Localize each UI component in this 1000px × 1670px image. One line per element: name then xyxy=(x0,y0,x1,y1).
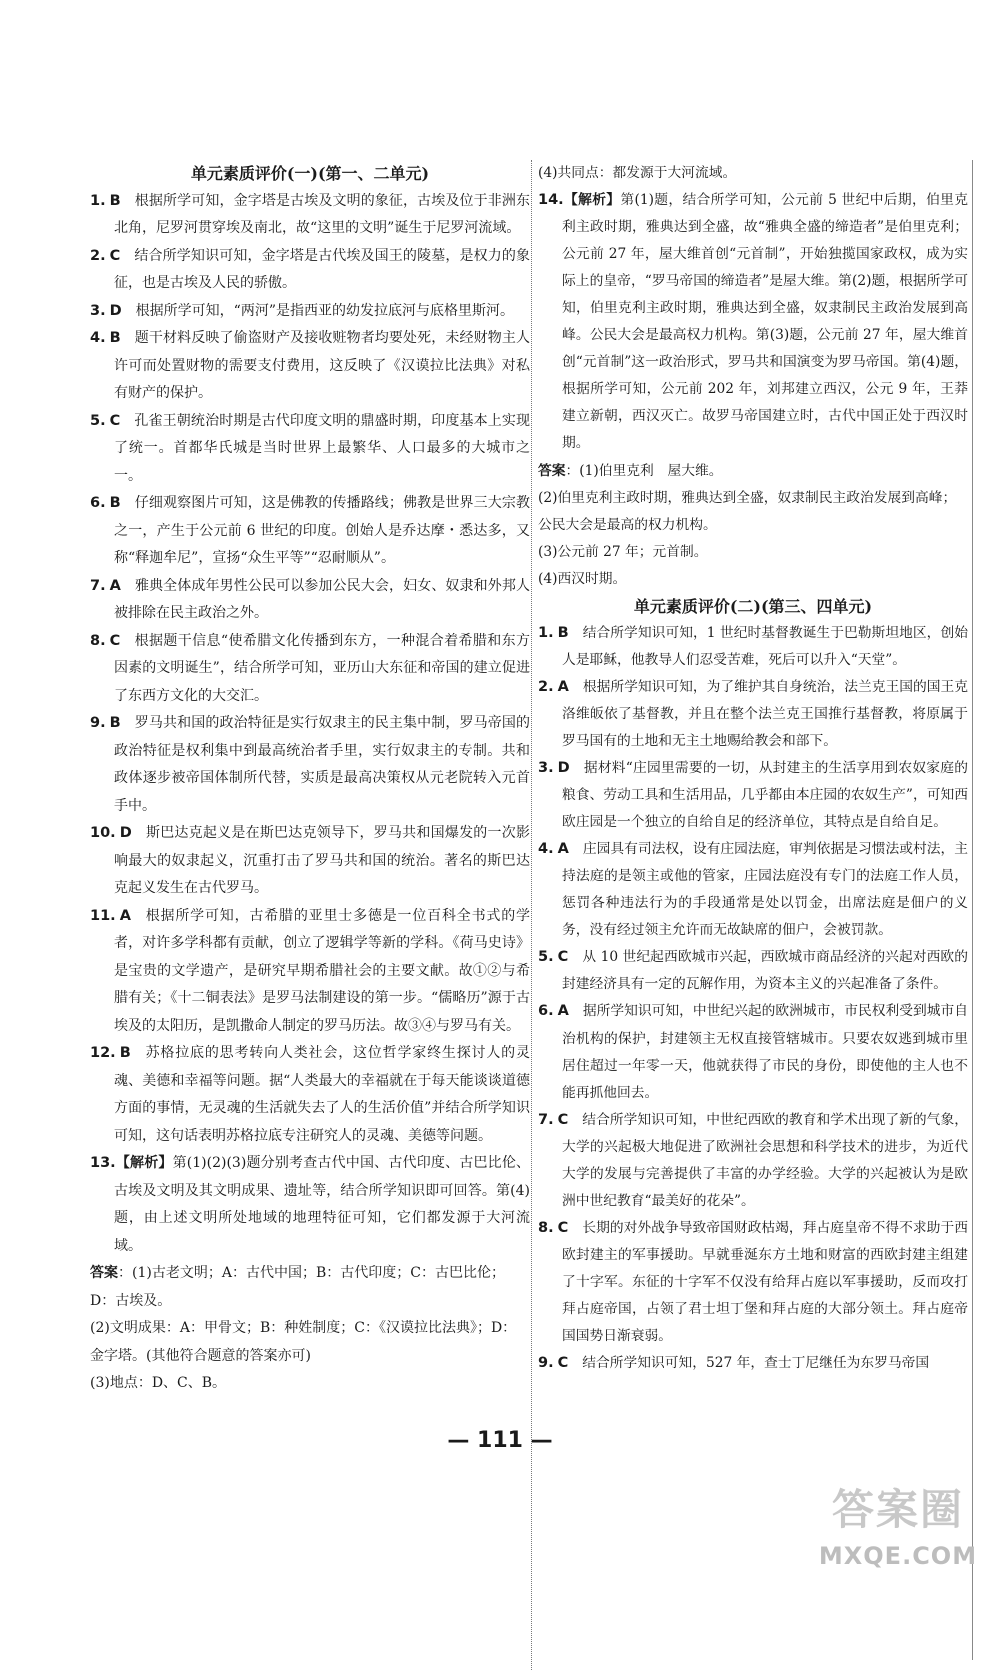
item-text: 根据所学可知，古希腊的亚里士多德是一位百科全书式的学者，对许多学科都有贡献，创立了逻辑学等新的学科。《荷马史诗》是宝贵的文学遗产，是研究早期希腊社会的主要文献。故①②与希腊有关；《十二铜表法》是罗马法制建设的第一步。“儒略历”源于古埃及的太阳历，是凯撒命人制定的罗马历法。故③④与罗马有关。 xyxy=(114,907,530,1034)
right-edge-rule xyxy=(972,160,973,1660)
analysis-tag: 【解析】 xyxy=(563,192,621,209)
item-number: 1. xyxy=(90,192,106,209)
item-text: 罗马共和国的政治特征是实行奴隶主的民主集中制，罗马帝国的政治特征是权利集中到最高统治者手里，实行奴隶主的专制。共和政体逐步被帝国体制所代替，实质是最高决策权从元老院转入元首手中。 xyxy=(114,715,530,814)
list-item xyxy=(538,998,968,1106)
answer-line: (3)公元前 27 年；元首制。 xyxy=(538,543,708,560)
item-number: 3. xyxy=(538,760,554,777)
list-item xyxy=(538,1215,968,1350)
answer-letter: B xyxy=(119,1045,131,1061)
list-item xyxy=(538,836,968,944)
item-text: 仔细观察图片可知，这是佛教的传播路线；佛教是世界三大宗教之一，产生于公元前 6 世纪的印度。创始人是乔达摩・悉达多，又称“释迦牟尼”，宣扬“众生平等”“忍耐顺从”。 xyxy=(114,495,530,566)
list-item xyxy=(90,188,530,243)
left-column xyxy=(90,160,530,1398)
item-text: 苏格拉底的思考转向人类社会，这位哲学家终生探讨人的灵魂、美德和幸福等问题。据“人类最大的幸福就在于每天能谈谈道德方面的事情，无灵魂的生活就失去了人的生活价值”并结合所学知识可知，这句话表明苏格拉底专注研究人的灵魂、美德等问题。 xyxy=(114,1045,530,1144)
answer-letter: C xyxy=(109,412,121,429)
list-item xyxy=(90,710,530,820)
answer-letter: C xyxy=(109,247,121,264)
list-item xyxy=(90,573,530,628)
answer-text: ：(1)伯里克利 屋大维。 xyxy=(565,462,723,479)
item-number: 9. xyxy=(538,1355,554,1372)
left-items-list xyxy=(90,188,530,1151)
answer-tag: 答案 xyxy=(90,1265,118,1281)
answer-letter: C xyxy=(557,949,569,966)
answer-letter: B xyxy=(109,495,121,511)
answer-line: (4)共同点：都发源于大河流域。 xyxy=(538,165,737,181)
item-number: 5. xyxy=(90,412,106,429)
list-item xyxy=(538,944,968,998)
item-text: 从 10 世纪起西欧城市兴起，西欧城市商品经济的兴起对西欧的封建经济具有一定的瓦解作用，为资本主义的兴起准备了条件。 xyxy=(562,949,968,993)
item-number: 4. xyxy=(538,841,554,858)
item-text: 结合所学知识可知，1 世纪时基督教诞生于巴勒斯坦地区，创始人是耶稣，他教导人们忍受苦难，死后可以升入“天堂”。 xyxy=(562,624,968,668)
answer-letter: A xyxy=(557,678,569,695)
answer-letter: A xyxy=(119,907,131,924)
answer-line: (2)伯里克利主政时期，雅典达到全盛，奴隶制民主政治发展到高峰；公民大会是最高的权力机构。 xyxy=(538,489,957,533)
answer-line xyxy=(90,1260,530,1315)
answer-line: (2)文明成果：A：甲骨文；B：种姓制度；C：《汉谟拉比法典》；D：金字塔。(其他符合题意的答案亦可) xyxy=(90,1320,517,1364)
item-text: 第(1)题，结合所学可知，公元前 5 世纪中后期，伯里克利主政时期，雅典达到全盛，故“雅典全盛的缔造者”是伯里克利；公元前 27 年，屋大维首创“元首制”，开始独揽国家政权，成为实际上的皇帝，“罗马帝国的缔造者”是屋大维。第(2)题，根据所学可知，伯里克利主政时期，雅典达到全盛，奴隶制民主政治发展到高峰。公民大会是最高权力机构。第(3)题，公元前 27 年，屋大维首创“元首制”这一政治形式，罗马共和国演变为罗马帝国。第(4)题，根据所学可知，公元前 202 年，刘邦建立西汉，公元 9 年，王莽建立新朝，西汉灭亡。故罗马帝国建立时，古代中国正处于西汉时期。 xyxy=(562,192,968,452)
item-text: 结合所学知识可知，527 年，查士丁尼继任为东罗马帝国 xyxy=(582,1355,930,1372)
watermark-logo: 答案圈 xyxy=(831,1485,964,1534)
item-text: 结合所学知识可知，中世纪西欧的教育和学术出现了新的气象，大学的兴起极大地促进了欧洲社会思想和科学技术的进步，为近代大学的发展与完善提供了丰富的办学经验。大学的兴起被认为是欧洲中世纪教育“最美好的花朵”。 xyxy=(562,1111,968,1209)
item-text: 结合所学知识可知，金字塔是古代埃及国王的陵墓，是权力的象征，也是古埃及人民的骄傲。 xyxy=(114,247,530,291)
list-item xyxy=(90,325,530,408)
right-column xyxy=(538,160,968,1377)
item-number: 9. xyxy=(90,715,106,731)
answer-line: (3)地点：D、C、B。 xyxy=(90,1375,227,1391)
answer-letter: B xyxy=(109,330,121,346)
list-item xyxy=(538,674,968,755)
item-number: 3. xyxy=(90,302,106,319)
answer-text: ：(1)古老文明；A：古代中国；B：古代印度；C：古巴比伦；D：古埃及。 xyxy=(90,1265,505,1309)
item-number: 13. xyxy=(90,1155,116,1171)
list-item xyxy=(538,1350,968,1377)
list-item xyxy=(90,243,530,298)
answer-letter: B xyxy=(557,624,569,641)
list-item xyxy=(90,1040,530,1150)
list-item xyxy=(90,490,530,573)
list-item xyxy=(90,298,530,326)
item-text: 根据所学可知，金字塔是古埃及文明的象征，古埃及位于非洲东北角，尼罗河贯穿埃及南北，故“这里的文明”诞生于尼罗河流域。 xyxy=(114,192,530,236)
item-number: 5. xyxy=(538,949,554,966)
item-text: 根据题干信息“使希腊文化传播到东方，一种混合着希腊和东方因素的文明诞生”，结合所学可知，亚历山大东征和帝国的建立促进了东西方文化的大交汇。 xyxy=(114,632,530,704)
item-text: 孔雀王朝统治时期是古代印度文明的鼎盛时期，印度基本上实现了统一。首都华氏城是当时世界上最繁华、人口最多的大城市之一。 xyxy=(114,412,530,484)
item-text: 据所学知识可知，中世纪兴起的欧洲城市，市民权利受到城市自治机构的保护，封建领主无权直接管辖城市。只要农奴逃到城市里居住超过一年零一天，他就获得了市民的身份，即使他的主人也不能再抓他回去。 xyxy=(562,1003,968,1101)
list-item-13 xyxy=(90,1150,530,1260)
item-text: 据材料“庄园里需要的一切，从封建主的生活享用到农奴家庭的粮食、劳动工具和生活用品，几乎都由本庄园的农奴生产”，可知西欧庄园是一个独立的自给自足的经济单位，其特点是自给自足。 xyxy=(562,760,968,831)
item-text: 庄园具有司法权，设有庄园法庭，审判依据是习惯法或村法，主持法庭的是领主或他的管家，庄园法庭没有专门的法庭工作人员，惩罚各种违法行为的手段通常是处以罚金，出席法庭是佃户的义务，没有经过领主允许而无故缺席的佃户，会被罚款。 xyxy=(562,841,968,939)
item-number: 8. xyxy=(538,1219,554,1236)
answer-letter: D xyxy=(109,302,122,319)
item-text: 第(1)(2)(3)题分别考查古代中国、古代印度、古巴比伦、古埃及文明及其文明成果、遗址等，结合所学知识即可回答。第(4)题，由上述文明所处地域的地理特征可知，它们都发源于大河流域。 xyxy=(114,1155,531,1254)
analysis-tag: 【解析】 xyxy=(115,1155,173,1171)
watermark xyxy=(818,1480,978,1580)
answer-letter: D xyxy=(119,825,132,841)
answer-letter: C xyxy=(557,1219,569,1236)
item-number: 14. xyxy=(538,192,564,209)
answer-letter: A xyxy=(557,1003,569,1020)
item-number: 2. xyxy=(90,247,106,264)
item-text: 雅典全体成年男性公民可以参加公民大会，妇女、奴隶和外邦人被排除在民主政治之外。 xyxy=(114,577,530,621)
item-number: 2. xyxy=(538,678,554,695)
item-number: 12. xyxy=(90,1045,116,1061)
answer-letter: B xyxy=(109,192,121,209)
answer-letter: C xyxy=(109,632,121,649)
answer-letter: C xyxy=(557,1355,569,1372)
list-item xyxy=(538,1107,968,1215)
answer-tag: 答案 xyxy=(538,462,566,479)
item-text: 题干材料反映了偷盗财产及接收赃物者均要处死，未经财物主人许可而处置财物的需要支付费用，这反映了《汉谟拉比法典》对私有财产的保护。 xyxy=(114,330,530,401)
list-item xyxy=(90,903,530,1041)
right-items-list xyxy=(538,620,968,1377)
item-number: 11. xyxy=(90,907,116,924)
list-item xyxy=(90,408,530,491)
list-item xyxy=(90,820,530,903)
item-text: 长期的对外战争导致帝国财政枯竭，拜占庭皇帝不得不求助于西欧封建主的军事援助。早就垂涎东方土地和财富的西欧封建主组建了十字军。东征的十字军不仅没有给拜占庭以军事援助，反而攻打拜占庭帝国，占领了君士坦丁堡和拜占庭的大部分领土。拜占庭帝国国势日渐衰弱。 xyxy=(562,1219,968,1345)
item-number: 1. xyxy=(538,624,554,641)
answer-line xyxy=(538,458,968,485)
list-item xyxy=(538,620,968,674)
item-number: 10. xyxy=(90,825,116,841)
item-number: 6. xyxy=(538,1003,554,1020)
item-number: 6. xyxy=(90,495,106,511)
answer-letter: B xyxy=(109,715,121,731)
watermark-site: MXQE.COM xyxy=(818,1542,978,1570)
item-number: 7. xyxy=(90,577,106,594)
item-number: 4. xyxy=(90,330,106,346)
list-item-14 xyxy=(538,187,968,457)
item-number: 8. xyxy=(90,632,106,649)
section-title-unit-2: 单元素质评价(二)(第三、四单元) xyxy=(633,596,873,616)
list-item xyxy=(538,755,968,836)
section-title-unit-1: 单元素质评价(一)(第一、二单元) xyxy=(190,164,430,183)
answer-line: (4)西汉时期。 xyxy=(538,570,627,587)
item-number: 7. xyxy=(538,1111,554,1128)
item-text: 斯巴达克起义是在斯巴达克领导下，罗马共和国爆发的一次影响最大的奴隶起义，沉重打击了罗马共和国的统治。著名的斯巴达克起义发生在古代罗马。 xyxy=(114,825,530,896)
answer-letter: D xyxy=(557,760,570,777)
page-number: — 111 — xyxy=(447,1428,553,1453)
answer-letter: A xyxy=(109,577,121,594)
item-text: 根据所学知识可知，为了维护其自身统治，法兰克王国的国王克洛维皈依了基督教，并且在整个法兰克王国推行基督教，将原属于罗马国有的土地和无主土地赐给教会和部下。 xyxy=(562,678,968,749)
list-item xyxy=(90,628,530,711)
answer-letter: A xyxy=(557,841,569,858)
item-text: 根据所学可知，“两河”是指西亚的幼发拉底河与底格里斯河。 xyxy=(135,302,514,319)
answer-letter: C xyxy=(557,1111,569,1128)
